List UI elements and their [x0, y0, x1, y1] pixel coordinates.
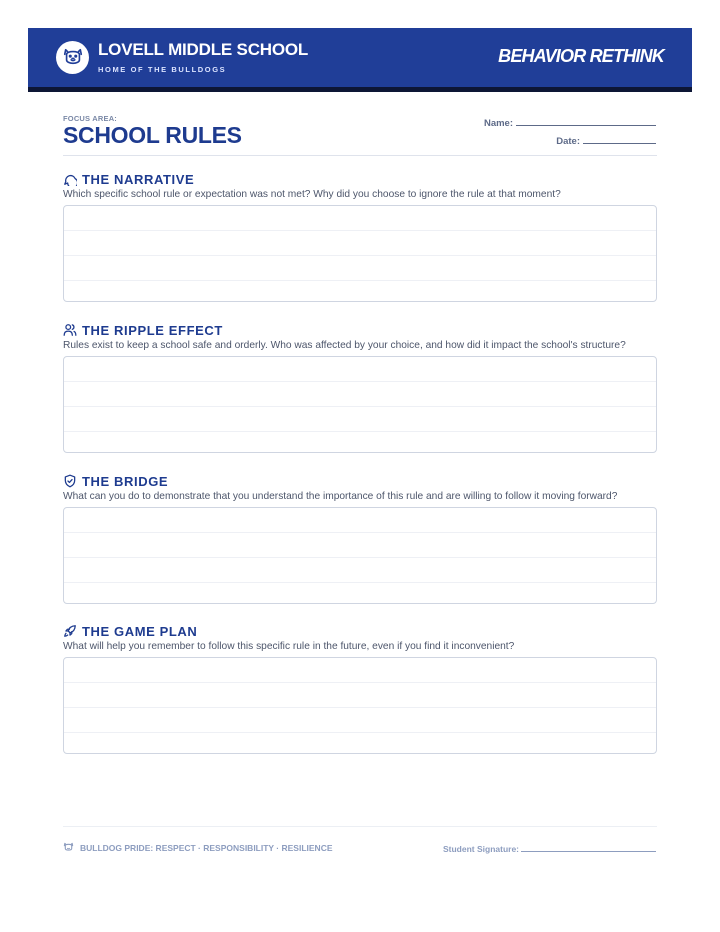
- section-ripple-effect: [63, 322, 657, 453]
- rocket-icon: [63, 624, 77, 638]
- date-line[interactable]: [583, 134, 656, 144]
- answer-box[interactable]: [63, 507, 657, 604]
- section-prompt: What can you do to demonstrate that you understand the importance of this rule and are willing to follow it moving forward?: [63, 491, 618, 502]
- bulldog-icon: [56, 41, 89, 74]
- page-title: SCHOOL RULES: [63, 122, 242, 148]
- program-title: BEHAVIOR RETHINK: [498, 46, 664, 66]
- footer-motto: [63, 842, 333, 853]
- section-title: THE BRIDGE: [82, 473, 169, 489]
- signature-field[interactable]: [443, 843, 656, 854]
- date-field[interactable]: [556, 134, 656, 147]
- school-tagline: HOME OF THE BULLDOGS: [98, 65, 227, 74]
- section-prompt: Rules exist to keep a school safe and orderly. Who was affected by your choice, and how did it impact the school's structure?: [63, 340, 626, 351]
- speech-bubble-icon: [63, 172, 77, 186]
- section-title: THE RIPPLE EFFECT: [82, 322, 223, 338]
- answer-box[interactable]: [63, 205, 657, 302]
- answer-box[interactable]: [63, 657, 657, 754]
- shield-check-icon: [63, 474, 77, 488]
- section-prompt: What will help you remember to follow this specific rule in the future, even if you find it inconvenient?: [63, 641, 515, 652]
- section-prompt: Which specific school rule or expectation was not met? Why did you choose to ignore the rule at that moment?: [63, 189, 561, 200]
- focus-area-label: FOCUS AREA:: [63, 114, 118, 123]
- name-label: Name:: [483, 118, 513, 129]
- section-title: THE NARRATIVE: [82, 171, 195, 187]
- people-icon: [63, 323, 77, 337]
- section-title: THE GAME PLAN: [82, 623, 198, 639]
- school-name: LOVELL MIDDLE SCHOOL: [98, 40, 309, 59]
- section-narrative: [63, 171, 657, 302]
- motto-text: BULLDOG PRIDE: RESPECT · RESPONSIBILITY · RESILIENCE: [80, 842, 333, 853]
- header-divider: [63, 155, 657, 156]
- name-line[interactable]: [516, 116, 656, 126]
- footer-divider: [63, 826, 657, 827]
- section-bridge: [63, 473, 657, 604]
- signature-line[interactable]: [521, 843, 656, 852]
- answer-box[interactable]: [63, 356, 657, 453]
- section-game-plan: [63, 623, 657, 754]
- school-header: [28, 28, 692, 92]
- name-field[interactable]: [484, 116, 656, 129]
- signature-label: Student Signature:: [442, 844, 519, 854]
- bulldog-icon: [63, 842, 74, 853]
- date-label: Date:: [556, 136, 580, 147]
